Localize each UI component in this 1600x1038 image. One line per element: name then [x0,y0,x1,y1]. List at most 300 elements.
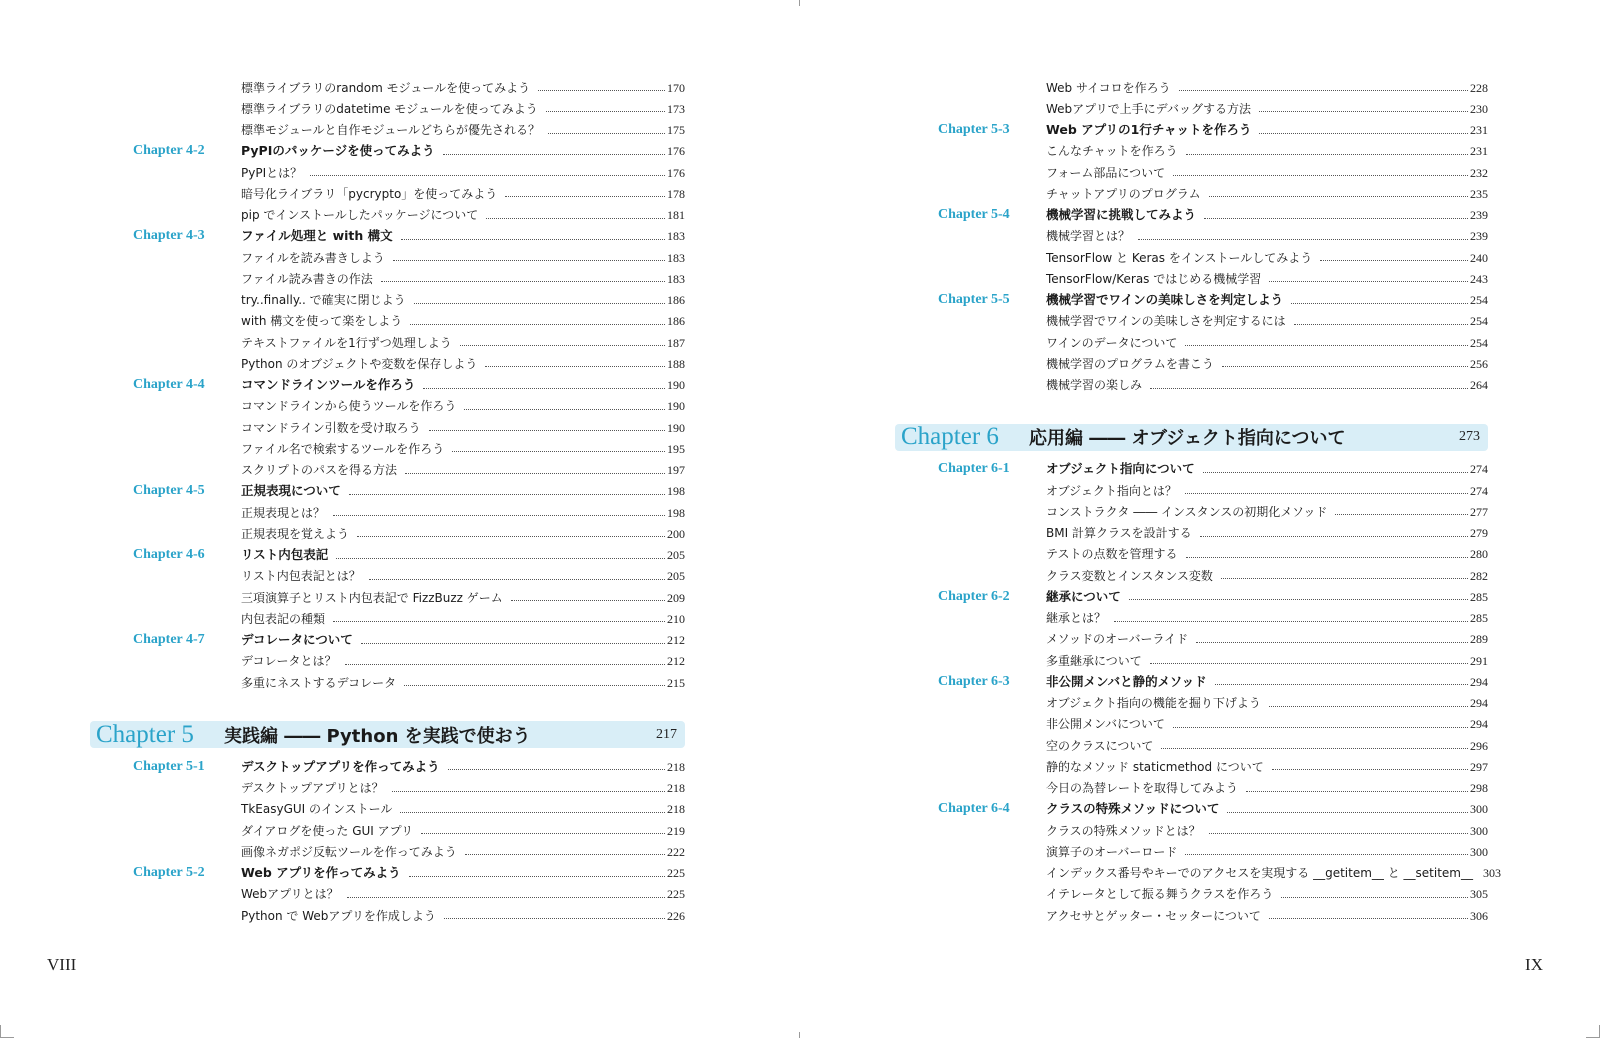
toc-subsection-entry [93,778,685,799]
subsection-title: 正規表現とは？ [241,505,326,520]
toc-subsection-entry [93,820,685,841]
page-ref: 282 [1470,568,1488,583]
page-ref: 303 [1483,866,1501,881]
dot-leader [361,643,665,644]
subsection-title: ファイル名で検索するツールを作ろう [241,441,445,456]
toc-subsection-entry [93,120,685,141]
toc-subsection-entry [898,693,1488,714]
subsection-title: with 構文を使って楽をしよう [241,314,403,329]
subsection-title: 今日の為替レートを取得してみよう [1046,781,1239,796]
toc-subsection-entry [93,587,685,608]
subsection-title: 内包表記の種類 [241,611,326,626]
section-chapter-label: Chapter 5-3 [938,122,1010,138]
page-ref: 289 [1470,632,1488,647]
page-ref: 230 [1470,101,1488,116]
toc-subsection-entry [93,417,685,438]
toc-subsection-entry [93,566,685,587]
page-ref: 231 [1470,123,1488,138]
toc-subsection-entry [898,565,1488,586]
toc-subsection-entry [898,98,1488,119]
toc-subsection-entry [898,141,1488,162]
toc-subsection-entry [898,735,1488,756]
part-heading [895,424,1488,451]
dot-leader [333,515,665,516]
page-ref: 183 [667,229,685,244]
dot-leader [381,281,665,282]
page-ref: 225 [667,866,685,881]
dot-leader [1269,281,1468,282]
section-chapter-label: Chapter 4-2 [133,143,205,159]
dot-leader [400,812,665,813]
toc-list-right [898,77,1501,926]
subsection-title: Python のオブジェクトや変数を保存しよう [241,356,478,371]
toc-section-entry [93,375,685,396]
page-ref: 273 [1459,429,1480,445]
toc-subsection-entry [93,799,685,820]
subsection-title: 非公開メンバについて [1046,717,1165,732]
page-ref: 274 [1470,462,1488,477]
section-title: ファイル処理と with 構文 [241,228,393,244]
subsection-title: チャットアプリのプログラム [1046,186,1201,201]
toc-section-entry [898,205,1488,226]
subsection-title: デコレータとは？ [241,654,337,669]
dot-leader [1179,90,1468,91]
dot-leader [538,90,665,91]
subsection-title: TkEasyGUI のインストール [241,802,393,817]
subsection-title: クラスの特殊メソッドとは？ [1046,823,1201,838]
dot-leader [1185,345,1468,346]
page-ref: 198 [667,484,685,499]
subsection-title: クラス変数とインスタンス変数 [1046,568,1213,583]
toc-subsection-entry [93,502,685,523]
section-chapter-label: Chapter 6-1 [938,461,1010,477]
subsection-title: アクセサとゲッター・セッターについて [1046,908,1261,923]
subsection-title: ダイアログを使った GUI アプリ [241,823,414,838]
page-ref: 280 [1470,547,1488,562]
page-ref: 298 [1470,781,1488,796]
toc-subsection-entry [898,162,1488,183]
page-ref: 228 [1470,80,1488,95]
section-title: デスクトップアプリを作ってみよう [241,758,440,774]
part-heading [90,721,685,748]
dot-leader [546,111,665,112]
subsection-title: Webアプリとは？ [241,887,339,902]
toc-subsection-entry [93,905,685,926]
toc-section-entry [898,799,1488,820]
subsection-title: メソッドのオーバーライド [1046,632,1189,647]
page-ref: 175 [667,123,685,138]
toc-subsection-entry [93,353,685,374]
section-title: 機械学習でワインの美味しさを判定しよう [1046,291,1284,307]
page-ref: 294 [1470,674,1488,689]
dot-leader [414,303,665,304]
dot-leader [1281,897,1468,898]
dot-leader [345,664,665,665]
dot-leader [1246,791,1468,792]
toc-subsection-entry [898,226,1488,247]
page-ref: 243 [1470,271,1488,286]
dot-leader [1272,769,1468,770]
toc-section-entry [93,226,685,247]
page-ref: 256 [1470,356,1488,371]
dot-leader [485,366,665,367]
page-ref: 215 [667,675,685,690]
toc-subsection-entry [898,544,1488,565]
page-ref: 219 [667,823,685,838]
page-ref: 254 [1470,293,1488,308]
section-title: PyPIのパッケージを使ってみよう [241,143,435,159]
page-ref: 183 [667,250,685,265]
subsection-title: 多重継承について [1046,653,1142,668]
toc-subsection-entry [93,841,685,862]
subsection-title: オブジェクト指向の機能を掘り下げよう [1046,696,1261,711]
toc-subsection-entry [898,778,1488,799]
dot-leader [460,345,665,346]
dot-leader [1227,812,1468,813]
section-title: Web アプリを作ってみよう [241,864,401,880]
toc-subsection-entry [93,311,685,332]
dot-leader [486,218,665,219]
page-ref: 170 [667,80,685,95]
subsection-title: 継承とは？ [1046,611,1107,626]
toc-subsection-entry [93,460,685,481]
dot-leader [1186,557,1468,558]
page-ref: 186 [667,314,685,329]
toc-section-entry [93,141,685,162]
dot-leader [1185,493,1468,494]
page-ref: 225 [667,887,685,902]
toc-section-entry [898,459,1488,480]
page-ref: 296 [1470,738,1488,753]
subsection-title: TensorFlow と Keras をインストールしてみよう [1046,250,1313,265]
dot-leader [1161,748,1468,749]
page-ref: 291 [1470,653,1488,668]
page-ref: 239 [1470,208,1488,223]
dot-leader [1222,366,1468,367]
toc-subsection-entry [898,523,1488,544]
page-ref: 209 [667,590,685,605]
page-ref: 197 [667,463,685,478]
page-ref: 188 [667,356,685,371]
page-ref: 294 [1470,717,1488,732]
dot-leader [1200,536,1468,537]
subsection-title: 機械学習でワインの美味しさを判定するには [1046,314,1286,329]
section-chapter-label: Chapter 5-2 [133,865,205,881]
page-ref: 264 [1470,378,1488,393]
toc-subsection-entry [898,884,1488,905]
toc-subsection-entry [93,205,685,226]
dot-leader [1291,303,1468,304]
dot-leader [1150,663,1468,664]
dot-leader [448,769,665,770]
page-ref: 187 [667,335,685,350]
subsection-title: スクリプトのパスを得る方法 [241,463,398,478]
page-ref: 205 [667,548,685,563]
toc-subsection-entry [898,501,1488,522]
toc-subsection-entry [898,375,1488,396]
page-ref: 173 [667,101,685,116]
subsection-title: ファイル読み書きの作法 [241,271,373,286]
subsection-title: オブジェクト指向とは？ [1046,483,1177,498]
page-ref: 294 [1470,696,1488,711]
toc-subsection-entry [93,183,685,204]
dot-leader [349,494,665,495]
page-ref: 231 [1470,144,1488,159]
dot-leader [1259,111,1468,112]
toc-subsection-entry [898,183,1488,204]
section-chapter-label: Chapter 5-4 [938,207,1010,223]
subsection-title: ファイルを読み書きしよう [241,250,385,265]
toc-subsection-entry [898,311,1488,332]
toc-subsection-entry [898,756,1488,777]
page-ref: 176 [667,165,685,180]
subsection-title: Webアプリで上手にデバッグする方法 [1046,101,1251,116]
dot-leader [405,473,665,474]
section-chapter-label: Chapter 4-3 [133,228,205,244]
dot-leader [1138,239,1468,240]
subsection-title: インデックス番号やキーでのアクセスを実現する __getitem__ と __setitem__ [1046,866,1473,881]
toc-subsection-entry [898,608,1488,629]
dot-leader [369,579,665,580]
subsection-title: TensorFlow/Keras ではじめる機械学習 [1046,271,1262,286]
toc-subsection-entry [898,353,1488,374]
section-title: 正規表現について [241,483,341,499]
subsection-title: テキストファイルを1行ずつ処理しよう [241,335,452,350]
page-ref: 235 [1470,186,1488,201]
page-ref: 200 [667,526,685,541]
subsection-title: ワインのデータについて [1046,335,1178,350]
subsection-title: 三項演算子とリスト内包表記で FizzBuzz ゲーム [241,590,503,605]
subsection-title: PyPIとは？ [241,165,303,180]
dot-leader [1173,175,1468,176]
subsection-title: 機械学習のプログラムを書こう [1046,356,1214,371]
part-chapter-label: Chapter 6 [901,423,999,451]
dot-leader [409,876,665,877]
dot-leader [465,854,665,855]
toc-subsection-entry [898,629,1488,650]
toc-subsection-entry [93,438,685,459]
dot-leader [505,196,665,197]
dot-leader [443,154,665,155]
section-title: 非公開メンバと静的メソッド [1046,673,1207,689]
dot-leader [1196,642,1468,643]
subsection-title: 標準ライブラリのrandom モジュールを使ってみよう [241,80,531,95]
dot-leader [1204,218,1468,219]
toc-list-left [93,77,685,926]
subsection-title: リスト内包表記とは？ [241,569,361,584]
dot-leader [401,239,665,240]
subsection-title: コンストラクタ ―― インスタンスの初期化メソッド [1046,504,1328,519]
page-ref: 274 [1470,483,1488,498]
page-ref: 176 [667,144,685,159]
toc-section-entry [93,545,685,566]
section-chapter-label: Chapter 4-5 [133,483,205,499]
page-ref: 300 [1470,823,1488,838]
dot-leader [1221,578,1468,579]
part-title: 応用編 ―― オブジェクト指向について [1029,428,1346,450]
subsection-title: 機械学習とは？ [1046,229,1131,244]
section-chapter-label: Chapter 4-4 [133,377,205,393]
dot-leader [1186,154,1468,155]
toc-subsection-entry [93,268,685,289]
subsection-title: 標準ライブラリのdatetime モジュールを使ってみよう [241,101,538,116]
section-title: 機械学習に挑戦してみよう [1046,206,1197,222]
subsection-title: 正規表現を覚えよう [241,526,350,541]
toc-subsection-entry [898,905,1488,926]
dot-leader [548,133,665,134]
page-ref: 190 [667,399,685,414]
section-chapter-label: Chapter 4-6 [133,547,205,563]
subsection-title: try..finally.. で確実に閉じよう [241,293,406,308]
toc-subsection-entry [898,77,1488,98]
page-ref: 212 [667,654,685,669]
page-ref: 212 [667,633,685,648]
toc-subsection-entry [93,396,685,417]
section-chapter-label: Chapter 5-5 [938,292,1010,308]
dot-leader [421,833,665,834]
dot-leader [1294,324,1468,325]
toc-subsection-entry [93,672,685,693]
subsection-title: 演算子のオーバーロード [1046,844,1178,859]
toc-subsection-entry [898,480,1488,501]
dot-leader [1335,514,1468,515]
page-ref: 226 [667,908,685,923]
toc-subsection-entry [898,650,1488,671]
section-title: オブジェクト指向について [1046,461,1195,477]
page-ref: 279 [1470,526,1488,541]
dot-leader [444,918,665,919]
page-ref: 190 [667,420,685,435]
page-ref: 254 [1470,314,1488,329]
dot-leader [1269,706,1468,707]
toc-section-entry [898,586,1488,607]
dot-leader [1209,196,1468,197]
page-ref: 222 [667,844,685,859]
subsection-title: Web サイコロを作ろう [1046,80,1171,95]
dot-leader [429,430,665,431]
dot-leader [1215,684,1468,685]
page-ref: 195 [667,441,685,456]
toc-subsection-entry [898,714,1488,735]
subsection-title: デスクトップアプリとは？ [241,781,384,796]
toc-section-entry [898,120,1488,141]
dot-leader [1209,833,1468,834]
page-ref: 218 [667,781,685,796]
dot-leader [336,558,665,559]
subsection-title: pip でインストールしたパッケージについて [241,208,479,223]
page-ref: 277 [1470,504,1488,519]
toc-subsection-entry [93,608,685,629]
subsection-title: 空のクラスについて [1046,738,1154,753]
page-ref: 218 [667,759,685,774]
toc-subsection-entry [93,98,685,119]
subsection-title: コマンドライン引数を受け取ろう [241,420,421,435]
page-ref: 218 [667,802,685,817]
toc-subsection-entry [898,820,1488,841]
section-title: コマンドラインツールを作ろう [241,376,416,392]
dot-leader [1185,854,1468,855]
dot-leader [393,260,665,261]
section-title: クラスの特殊メソッドについて [1046,801,1220,817]
subsection-title: フォーム部品について [1046,165,1166,180]
dot-leader [404,685,665,686]
toc-section-entry [93,863,685,884]
dot-leader [1320,260,1468,261]
toc-subsection-entry [93,651,685,672]
dot-leader [333,621,665,622]
page-ref: 285 [1470,589,1488,604]
dot-leader [1129,599,1468,600]
page-ref: 178 [667,186,685,201]
subsection-title: 暗号化ライブラリ「pycrypto」を使ってみよう [241,186,498,201]
page-ref: 217 [656,726,677,742]
toc-section-entry [898,671,1488,692]
crop-mark-bottom-center [799,1032,800,1038]
dot-leader [1173,727,1468,728]
page-ref: 254 [1470,335,1488,350]
toc-subsection-entry [898,268,1488,289]
page-number-left: VIII [47,955,77,974]
toc-section-entry [93,630,685,651]
toc-subsection-entry [898,247,1488,268]
dot-leader [1203,472,1468,473]
page-ref: 232 [1470,165,1488,180]
section-title: Web アプリの1行チャットを作ろう [1046,121,1252,137]
subsection-title: こんなチャットを作ろう [1046,144,1178,159]
subsection-title: 画像ネガポジ反転ツールを作ってみよう [241,844,457,859]
section-chapter-label: Chapter 5-1 [133,758,205,774]
toc-subsection-entry [93,162,685,183]
page-ref: 306 [1470,908,1488,923]
page-ref: 300 [1470,802,1488,817]
section-title: デコレータについて [241,631,353,647]
page-ref: 305 [1470,887,1488,902]
toc-section-entry [93,756,685,777]
page-ref: 190 [667,378,685,393]
toc-subsection-entry [93,247,685,268]
dot-leader [1259,133,1468,134]
dot-leader [1114,621,1468,622]
toc-section-entry [93,481,685,502]
toc-subsection-entry [898,332,1488,353]
subsection-title: コマンドラインから使うツールを作ろう [241,399,457,414]
section-chapter-label: Chapter 6-3 [938,673,1010,689]
toc-subsection-entry [93,884,685,905]
dot-leader [357,536,665,537]
subsection-title: イテレータとして振る舞うクラスを作ろう [1046,887,1274,902]
page-number-right: IX [1525,955,1543,974]
dot-leader [310,175,665,176]
dot-leader [511,600,665,601]
page-ref: 297 [1470,759,1488,774]
section-title: 継承について [1046,588,1121,604]
section-chapter-label: Chapter 6-2 [938,588,1010,604]
dot-leader [410,324,665,325]
dot-leader [347,897,665,898]
toc-section-entry [898,290,1488,311]
dot-leader [423,388,665,389]
subsection-title: テストの点数を管理する [1046,547,1178,562]
toc-subsection-entry [93,332,685,353]
page-ref: 210 [667,611,685,626]
subsection-title: Python で Webアプリを作成しよう [241,908,436,923]
dot-leader [452,451,665,452]
part-chapter-label: Chapter 5 [96,720,194,748]
page-ref: 300 [1470,844,1488,859]
dot-leader [464,409,665,410]
toc-subsection-entry [898,863,1501,884]
subsection-title: 標準モジュールと自作モジュールどちらが優先される？ [241,123,541,138]
